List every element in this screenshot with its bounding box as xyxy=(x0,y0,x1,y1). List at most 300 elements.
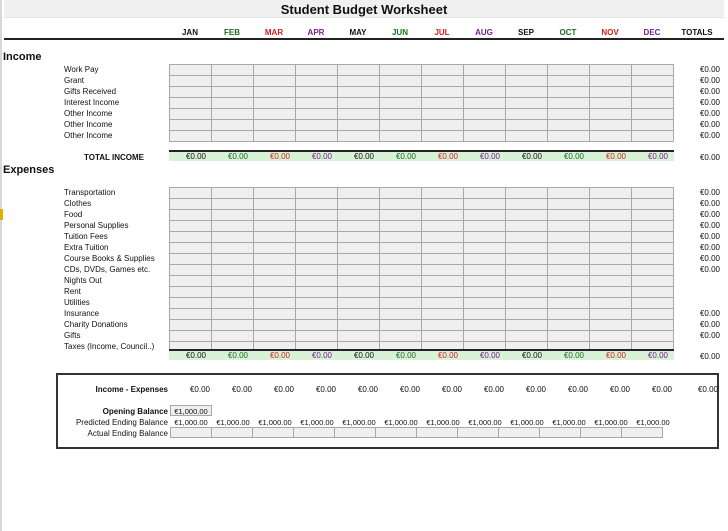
expenses-cell-feb[interactable] xyxy=(212,188,254,199)
expenses-cell-sep[interactable] xyxy=(506,298,548,309)
expenses-cell-mar[interactable] xyxy=(254,221,296,232)
expenses-cell-aug[interactable] xyxy=(464,298,506,309)
expenses-cell-nov[interactable] xyxy=(590,276,632,287)
income-cell-jun[interactable] xyxy=(380,131,422,142)
income-cell-mar[interactable] xyxy=(254,109,296,120)
income-cell-dec[interactable] xyxy=(632,65,674,76)
income-cell-apr[interactable] xyxy=(296,131,338,142)
expenses-cell-feb[interactable] xyxy=(212,199,254,210)
expenses-cell-nov[interactable] xyxy=(590,243,632,254)
expenses-cell-may[interactable] xyxy=(338,232,380,243)
expenses-cell-jun[interactable] xyxy=(380,199,422,210)
income-cell-nov[interactable] xyxy=(590,109,632,120)
expenses-cell-mar[interactable] xyxy=(254,309,296,320)
income-cell-sep[interactable] xyxy=(506,98,548,109)
income-cell-jun[interactable] xyxy=(380,98,422,109)
income-cell-aug[interactable] xyxy=(464,131,506,142)
expenses-cell-may[interactable] xyxy=(338,199,380,210)
expenses-cell-jan[interactable] xyxy=(170,309,212,320)
income-cell-sep[interactable] xyxy=(506,120,548,131)
expenses-cell-sep[interactable] xyxy=(506,287,548,298)
expenses-cell-jun[interactable] xyxy=(380,254,422,265)
expenses-cell-apr[interactable] xyxy=(296,298,338,309)
expenses-row-label: Course Books & Supplies xyxy=(64,254,155,263)
expenses-cell-jul[interactable] xyxy=(422,298,464,309)
expenses-cell-aug[interactable] xyxy=(464,188,506,199)
expenses-cell-jul[interactable] xyxy=(422,320,464,331)
income-cell-feb[interactable] xyxy=(212,65,254,76)
expenses-cell-dec[interactable] xyxy=(632,331,674,342)
expenses-cell-feb[interactable] xyxy=(212,221,254,232)
income-minus-expenses-value: €0.00 xyxy=(483,385,505,394)
totals-header: TOTALS xyxy=(681,28,713,37)
income-monthly-total-jan: €0.00 xyxy=(185,152,206,161)
expenses-cell-jul[interactable] xyxy=(422,221,464,232)
expenses-cell-apr[interactable] xyxy=(296,265,338,276)
expenses-cell-oct[interactable] xyxy=(548,188,590,199)
income-cell-jan[interactable] xyxy=(170,109,212,120)
expenses-cell-jun[interactable] xyxy=(380,320,422,331)
expenses-cell-dec[interactable] xyxy=(632,188,674,199)
expenses-cell-jun[interactable] xyxy=(380,210,422,221)
expenses-cell-may[interactable] xyxy=(338,210,380,221)
expense-grid[interactable] xyxy=(169,187,674,353)
income-cell-mar[interactable] xyxy=(254,87,296,98)
expenses-cell-jan[interactable] xyxy=(170,320,212,331)
expenses-cell-jul[interactable] xyxy=(422,188,464,199)
expenses-row-total: €0.00 xyxy=(699,254,720,263)
total-expenses-bar xyxy=(169,349,674,360)
income-cell-mar[interactable] xyxy=(254,76,296,87)
income-cell-oct[interactable] xyxy=(548,65,590,76)
expenses-cell-oct[interactable] xyxy=(548,298,590,309)
expenses-cell-jul[interactable] xyxy=(422,254,464,265)
expenses-cell-oct[interactable] xyxy=(548,243,590,254)
income-monthly-total-sep: €0.00 xyxy=(521,152,542,161)
total-income-label: TOTAL INCOME xyxy=(84,153,144,162)
expenses-cell-aug[interactable] xyxy=(464,287,506,298)
income-cell-mar[interactable] xyxy=(254,131,296,142)
expenses-cell-jun[interactable] xyxy=(380,287,422,298)
income-monthly-total-aug: €0.00 xyxy=(479,152,500,161)
actual-ending-input[interactable] xyxy=(498,427,540,438)
expenses-cell-aug[interactable] xyxy=(464,199,506,210)
expenses-cell-jun[interactable] xyxy=(380,188,422,199)
expenses-cell-dec[interactable] xyxy=(632,320,674,331)
expenses-cell-nov[interactable] xyxy=(590,298,632,309)
opening-balance-input[interactable]: €1,000.00 xyxy=(170,405,212,416)
expenses-cell-oct[interactable] xyxy=(548,232,590,243)
total-expenses-grand-total: €0.00 xyxy=(699,352,720,361)
expenses-cell-mar[interactable] xyxy=(254,232,296,243)
expenses-cell-jul[interactable] xyxy=(422,232,464,243)
header-rule xyxy=(4,38,724,40)
expenses-cell-dec[interactable] xyxy=(632,210,674,221)
income-cell-feb[interactable] xyxy=(212,131,254,142)
expenses-cell-feb[interactable] xyxy=(212,298,254,309)
income-cell-aug[interactable] xyxy=(464,98,506,109)
expenses-cell-sep[interactable] xyxy=(506,199,548,210)
income-cell-dec[interactable] xyxy=(632,131,674,142)
expenses-cell-feb[interactable] xyxy=(212,265,254,276)
income-grid[interactable] xyxy=(169,64,674,142)
expenses-cell-mar[interactable] xyxy=(254,276,296,287)
income-cell-apr[interactable] xyxy=(296,87,338,98)
income-cell-nov[interactable] xyxy=(590,87,632,98)
expenses-cell-sep[interactable] xyxy=(506,221,548,232)
expenses-cell-aug[interactable] xyxy=(464,243,506,254)
expenses-cell-nov[interactable] xyxy=(590,309,632,320)
expenses-cell-mar[interactable] xyxy=(254,298,296,309)
expenses-cell-dec[interactable] xyxy=(632,276,674,287)
actual-ending-input[interactable] xyxy=(170,427,212,438)
expenses-cell-aug[interactable] xyxy=(464,254,506,265)
income-cell-nov[interactable] xyxy=(590,120,632,131)
income-cell-sep[interactable] xyxy=(506,109,548,120)
expenses-cell-nov[interactable] xyxy=(590,287,632,298)
expenses-cell-jul[interactable] xyxy=(422,265,464,276)
expenses-cell-nov[interactable] xyxy=(590,265,632,276)
income-cell-sep[interactable] xyxy=(506,131,548,142)
expenses-cell-oct[interactable] xyxy=(548,210,590,221)
expenses-cell-jul[interactable] xyxy=(422,331,464,342)
expenses-cell-dec[interactable] xyxy=(632,232,674,243)
expenses-cell-feb[interactable] xyxy=(212,254,254,265)
expenses-cell-may[interactable] xyxy=(338,276,380,287)
income-cell-jun[interactable] xyxy=(380,65,422,76)
income-cell-aug[interactable] xyxy=(464,87,506,98)
expenses-cell-apr[interactable] xyxy=(296,188,338,199)
income-cell-jul[interactable] xyxy=(422,109,464,120)
income-cell-feb[interactable] xyxy=(212,109,254,120)
income-cell-jun[interactable] xyxy=(380,109,422,120)
income-cell-dec[interactable] xyxy=(632,98,674,109)
expenses-cell-may[interactable] xyxy=(338,331,380,342)
expenses-cell-sep[interactable] xyxy=(506,265,548,276)
expenses-cell-jun[interactable] xyxy=(380,265,422,276)
expenses-cell-may[interactable] xyxy=(338,320,380,331)
expenses-grid-row xyxy=(170,210,674,221)
income-cell-jul[interactable] xyxy=(422,131,464,142)
expenses-row-label: Clothes xyxy=(64,199,92,208)
actual-ending-input[interactable] xyxy=(252,427,294,438)
income-cell-jul[interactable] xyxy=(422,120,464,131)
expenses-cell-nov[interactable] xyxy=(590,188,632,199)
expenses-cell-feb[interactable] xyxy=(212,232,254,243)
income-cell-may[interactable] xyxy=(338,76,380,87)
expenses-cell-oct[interactable] xyxy=(548,221,590,232)
expenses-cell-oct[interactable] xyxy=(548,265,590,276)
income-grid-row xyxy=(170,109,674,120)
income-cell-mar[interactable] xyxy=(254,65,296,76)
expenses-cell-jun[interactable] xyxy=(380,331,422,342)
expenses-cell-mar[interactable] xyxy=(254,331,296,342)
expenses-cell-jan[interactable] xyxy=(170,265,212,276)
income-cell-jan[interactable] xyxy=(170,98,212,109)
actual-ending-input[interactable] xyxy=(539,427,581,438)
income-minus-expenses-value: €0.00 xyxy=(651,385,673,394)
income-cell-aug[interactable] xyxy=(464,65,506,76)
expenses-cell-jul[interactable] xyxy=(422,309,464,320)
actual-ending-input[interactable] xyxy=(457,427,499,438)
expenses-cell-dec[interactable] xyxy=(632,309,674,320)
expenses-cell-jun[interactable] xyxy=(380,298,422,309)
expenses-cell-sep[interactable] xyxy=(506,232,548,243)
expenses-cell-sep[interactable] xyxy=(506,188,548,199)
expenses-monthly-total-may: €0.00 xyxy=(353,351,374,360)
expenses-cell-apr[interactable] xyxy=(296,276,338,287)
income-cell-jan[interactable] xyxy=(170,76,212,87)
expenses-cell-apr[interactable] xyxy=(296,287,338,298)
expenses-cell-nov[interactable] xyxy=(590,320,632,331)
expenses-cell-apr[interactable] xyxy=(296,331,338,342)
income-cell-aug[interactable] xyxy=(464,109,506,120)
expenses-monthly-total-sep: €0.00 xyxy=(521,351,542,360)
income-cell-oct[interactable] xyxy=(548,120,590,131)
predicted-ending-value: €1,000.00 xyxy=(216,418,250,427)
expenses-cell-sep[interactable] xyxy=(506,254,548,265)
expenses-cell-dec[interactable] xyxy=(632,265,674,276)
expenses-cell-feb[interactable] xyxy=(212,276,254,287)
expenses-cell-jan[interactable] xyxy=(170,298,212,309)
expenses-cell-may[interactable] xyxy=(338,298,380,309)
income-cell-may[interactable] xyxy=(338,87,380,98)
expenses-cell-aug[interactable] xyxy=(464,265,506,276)
expenses-cell-oct[interactable] xyxy=(548,287,590,298)
expenses-cell-oct[interactable] xyxy=(548,254,590,265)
income-cell-jun[interactable] xyxy=(380,87,422,98)
expenses-cell-feb[interactable] xyxy=(212,210,254,221)
predicted-ending-value: €1,000.00 xyxy=(552,418,586,427)
expenses-cell-may[interactable] xyxy=(338,254,380,265)
expenses-cell-dec[interactable] xyxy=(632,199,674,210)
month-header-dec: DEC xyxy=(643,28,661,37)
income-cell-oct[interactable] xyxy=(548,98,590,109)
income-cell-apr[interactable] xyxy=(296,120,338,131)
actual-ending-input[interactable] xyxy=(211,427,253,438)
expenses-row-total: €0.00 xyxy=(699,265,720,274)
expenses-cell-jan[interactable] xyxy=(170,287,212,298)
income-cell-feb[interactable] xyxy=(212,120,254,131)
expenses-cell-apr[interactable] xyxy=(296,309,338,320)
expenses-cell-mar[interactable] xyxy=(254,320,296,331)
income-cell-jan[interactable] xyxy=(170,120,212,131)
expenses-cell-aug[interactable] xyxy=(464,232,506,243)
income-cell-nov[interactable] xyxy=(590,98,632,109)
income-cell-jun[interactable] xyxy=(380,76,422,87)
expenses-cell-jan[interactable] xyxy=(170,254,212,265)
income-cell-oct[interactable] xyxy=(548,109,590,120)
actual-ending-input[interactable] xyxy=(334,427,376,438)
income-cell-mar[interactable] xyxy=(254,98,296,109)
income-cell-sep[interactable] xyxy=(506,65,548,76)
income-cell-apr[interactable] xyxy=(296,109,338,120)
expenses-row-label: Tuition Fees xyxy=(64,232,108,241)
expenses-cell-aug[interactable] xyxy=(464,221,506,232)
income-cell-jan[interactable] xyxy=(170,65,212,76)
expenses-cell-feb[interactable] xyxy=(212,287,254,298)
expenses-cell-apr[interactable] xyxy=(296,199,338,210)
expenses-cell-dec[interactable] xyxy=(632,243,674,254)
expenses-cell-nov[interactable] xyxy=(590,221,632,232)
income-cell-apr[interactable] xyxy=(296,76,338,87)
expenses-cell-oct[interactable] xyxy=(548,320,590,331)
expenses-cell-aug[interactable] xyxy=(464,309,506,320)
expenses-cell-mar[interactable] xyxy=(254,243,296,254)
expenses-cell-mar[interactable] xyxy=(254,265,296,276)
expenses-cell-jul[interactable] xyxy=(422,287,464,298)
income-cell-nov[interactable] xyxy=(590,76,632,87)
expenses-cell-jun[interactable] xyxy=(380,232,422,243)
income-cell-may[interactable] xyxy=(338,131,380,142)
expenses-cell-sep[interactable] xyxy=(506,331,548,342)
expenses-row-label: CDs, DVDs, Games etc. xyxy=(64,265,151,274)
expenses-cell-aug[interactable] xyxy=(464,331,506,342)
expenses-cell-oct[interactable] xyxy=(548,331,590,342)
expenses-cell-dec[interactable] xyxy=(632,287,674,298)
expenses-cell-may[interactable] xyxy=(338,265,380,276)
income-cell-apr[interactable] xyxy=(296,65,338,76)
expenses-cell-apr[interactable] xyxy=(296,210,338,221)
expenses-cell-mar[interactable] xyxy=(254,199,296,210)
income-cell-feb[interactable] xyxy=(212,98,254,109)
income-cell-jul[interactable] xyxy=(422,98,464,109)
expenses-cell-apr[interactable] xyxy=(296,243,338,254)
income-cell-apr[interactable] xyxy=(296,98,338,109)
expenses-cell-jul[interactable] xyxy=(422,243,464,254)
expenses-cell-jan[interactable] xyxy=(170,199,212,210)
income-cell-aug[interactable] xyxy=(464,76,506,87)
expenses-cell-nov[interactable] xyxy=(590,331,632,342)
expenses-cell-nov[interactable] xyxy=(590,254,632,265)
income-cell-may[interactable] xyxy=(338,65,380,76)
expenses-cell-feb[interactable] xyxy=(212,309,254,320)
expenses-cell-dec[interactable] xyxy=(632,221,674,232)
expenses-cell-feb[interactable] xyxy=(212,320,254,331)
expenses-cell-mar[interactable] xyxy=(254,188,296,199)
expenses-cell-jan[interactable] xyxy=(170,331,212,342)
expenses-cell-nov[interactable] xyxy=(590,210,632,221)
expenses-cell-sep[interactable] xyxy=(506,243,548,254)
total-income-bar xyxy=(169,150,674,161)
expenses-cell-feb[interactable] xyxy=(212,331,254,342)
expenses-cell-jan[interactable] xyxy=(170,221,212,232)
expenses-cell-may[interactable] xyxy=(338,287,380,298)
expenses-cell-sep[interactable] xyxy=(506,210,548,221)
expenses-cell-aug[interactable] xyxy=(464,276,506,287)
actual-ending-input[interactable] xyxy=(621,427,663,438)
expenses-cell-may[interactable] xyxy=(338,243,380,254)
income-cell-nov[interactable] xyxy=(590,131,632,142)
expenses-cell-jun[interactable] xyxy=(380,243,422,254)
income-cell-jul[interactable] xyxy=(422,87,464,98)
expenses-cell-apr[interactable] xyxy=(296,221,338,232)
actual-ending-input[interactable] xyxy=(416,427,458,438)
actual-ending-row xyxy=(170,427,662,438)
expenses-cell-nov[interactable] xyxy=(590,199,632,210)
expenses-cell-dec[interactable] xyxy=(632,254,674,265)
expenses-cell-sep[interactable] xyxy=(506,320,548,331)
income-cell-oct[interactable] xyxy=(548,76,590,87)
expenses-cell-sep[interactable] xyxy=(506,276,548,287)
expenses-cell-jun[interactable] xyxy=(380,276,422,287)
expenses-cell-oct[interactable] xyxy=(548,309,590,320)
expenses-cell-apr[interactable] xyxy=(296,320,338,331)
income-cell-aug[interactable] xyxy=(464,120,506,131)
expenses-cell-may[interactable] xyxy=(338,221,380,232)
income-cell-sep[interactable] xyxy=(506,87,548,98)
expenses-cell-jan[interactable] xyxy=(170,232,212,243)
income-cell-dec[interactable] xyxy=(632,109,674,120)
income-cell-dec[interactable] xyxy=(632,120,674,131)
expenses-cell-aug[interactable] xyxy=(464,210,506,221)
expenses-cell-jan[interactable] xyxy=(170,188,212,199)
income-cell-nov[interactable] xyxy=(590,65,632,76)
expenses-cell-mar[interactable] xyxy=(254,287,296,298)
expenses-cell-sep[interactable] xyxy=(506,309,548,320)
income-cell-oct[interactable] xyxy=(548,131,590,142)
income-cell-jan[interactable] xyxy=(170,87,212,98)
income-cell-feb[interactable] xyxy=(212,76,254,87)
income-cell-sep[interactable] xyxy=(506,76,548,87)
income-cell-jan[interactable] xyxy=(170,131,212,142)
predicted-ending-value: €1,000.00 xyxy=(384,418,418,427)
expenses-cell-oct[interactable] xyxy=(548,199,590,210)
expenses-cell-oct[interactable] xyxy=(548,276,590,287)
expenses-cell-aug[interactable] xyxy=(464,320,506,331)
expenses-cell-jan[interactable] xyxy=(170,243,212,254)
expenses-cell-jul[interactable] xyxy=(422,199,464,210)
expenses-cell-nov[interactable] xyxy=(590,232,632,243)
income-cell-may[interactable] xyxy=(338,109,380,120)
predicted-ending-value: €1,000.00 xyxy=(300,418,334,427)
actual-ending-input[interactable] xyxy=(293,427,335,438)
actual-ending-input[interactable] xyxy=(580,427,622,438)
income-cell-jul[interactable] xyxy=(422,65,464,76)
expenses-monthly-total-apr: €0.00 xyxy=(311,351,332,360)
expenses-row-label: Transportation xyxy=(64,188,116,197)
expenses-cell-mar[interactable] xyxy=(254,254,296,265)
expenses-cell-jun[interactable] xyxy=(380,309,422,320)
expenses-cell-jan[interactable] xyxy=(170,276,212,287)
expenses-row-total: €0.00 xyxy=(699,232,720,241)
income-cell-may[interactable] xyxy=(338,98,380,109)
income-cell-may[interactable] xyxy=(338,120,380,131)
income-row-label: Other Income xyxy=(64,109,113,118)
expenses-cell-may[interactable] xyxy=(338,309,380,320)
expenses-cell-feb[interactable] xyxy=(212,243,254,254)
expenses-cell-dec[interactable] xyxy=(632,298,674,309)
month-header-sep: SEP xyxy=(517,28,534,37)
income-cell-oct[interactable] xyxy=(548,87,590,98)
expenses-cell-mar[interactable] xyxy=(254,210,296,221)
expenses-cell-jul[interactable] xyxy=(422,276,464,287)
income-cell-feb[interactable] xyxy=(212,87,254,98)
expenses-grid-row xyxy=(170,221,674,232)
income-cell-mar[interactable] xyxy=(254,120,296,131)
expenses-cell-may[interactable] xyxy=(338,188,380,199)
income-cell-dec[interactable] xyxy=(632,87,674,98)
expenses-cell-jul[interactable] xyxy=(422,210,464,221)
expenses-cell-jun[interactable] xyxy=(380,221,422,232)
expenses-cell-jan[interactable] xyxy=(170,210,212,221)
income-cell-jul[interactable] xyxy=(422,76,464,87)
actual-ending-input[interactable] xyxy=(375,427,417,438)
expenses-cell-apr[interactable] xyxy=(296,232,338,243)
income-cell-dec[interactable] xyxy=(632,76,674,87)
income-cell-jun[interactable] xyxy=(380,120,422,131)
expenses-cell-apr[interactable] xyxy=(296,254,338,265)
